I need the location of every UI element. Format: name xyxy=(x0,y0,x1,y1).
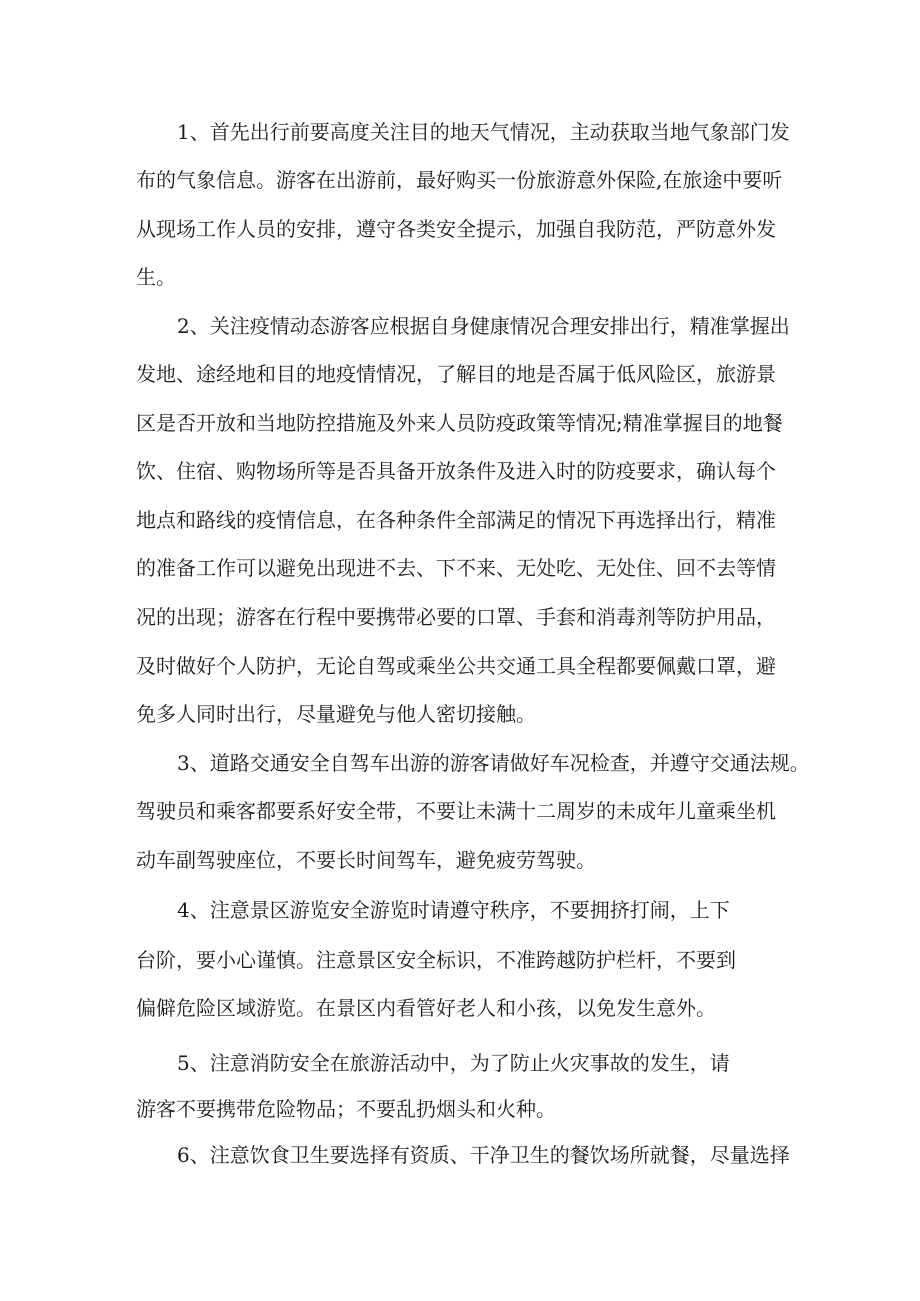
paragraph-6-line-1: 6、注意饮食卫生要选择有资质、干净卫生的餐饮场所就餐，尽量选择 xyxy=(177,1143,790,1167)
paragraph-1-line-4: 生。 xyxy=(136,265,176,289)
paragraph-1-line-2: 布的气象信息。游客在出游前，最好购买一份旅游意外保险,在旅途中要听 xyxy=(136,168,783,192)
paragraph-1-line-3: 从现场工作人员的安排，遵守各类安全提示，加强自我防范，严防意外发 xyxy=(136,217,776,241)
paragraph-4-line-3: 偏僻危险区域游览。在景区内看管好老人和小孩，以免发生意外。 xyxy=(136,996,716,1020)
paragraph-4-line-2: 台阶，要小心谨慎。注意景区安全标识，不准跨越防护栏杆，不要到 xyxy=(136,948,736,972)
paragraph-2-line-5: 地点和路线的疫情信息，在各种条件全部满足的情况下再选择出行，精准 xyxy=(136,508,776,532)
paragraph-3-line-3: 动车副驾驶座位，不要长时间驾车，避免疲劳驾驶。 xyxy=(136,848,596,872)
paragraph-2-line-7: 况的出现；游客在行程中要携带必要的口罩、手套和消毒剂等防护用品， xyxy=(136,605,776,629)
paragraph-2-line-1: 2、关注疫情动态游客应根据自身健康情况合理安排出行，精准掌握出 xyxy=(177,314,790,338)
paragraph-2-line-6: 的准备工作可以避免出现进不去、下不来、无处吃、无处住、回不去等情 xyxy=(136,556,776,580)
paragraph-4-line-1: 4、注意景区游览安全游览时请遵守秩序，不要拥挤打闹，上下 xyxy=(177,898,730,922)
paragraph-3-line-2: 驾驶员和乘客都要系好安全带，不要让未满十二周岁的未成年儿童乘坐机 xyxy=(136,799,776,823)
paragraph-2-line-9: 免多人同时出行，尽量避免与他人密切接触。 xyxy=(136,702,536,726)
paragraph-2-line-4: 饮、住宿、购物场所等是否具备开放条件及进入时的防疫要求，确认每个 xyxy=(136,459,776,483)
paragraph-5-line-2: 游客不要携带危险物品；不要乱扔烟头和火种。 xyxy=(136,1097,556,1121)
paragraph-3-line-1: 3、道路交通安全自驾车出游的游客请做好车况检查，并遵守交通法规。 xyxy=(177,751,810,775)
paragraph-5-line-1: 5、注意消防安全在旅游活动中，为了防止火灾事故的发生，请 xyxy=(177,1051,730,1075)
paragraph-2-line-2: 发地、途经地和目的地疫情情况，了解目的地是否属于低风险区，旅游景 xyxy=(136,362,776,386)
paragraph-1-line-1: 1、首先出行前要高度关注目的地天气情况，主动获取当地气象部门发 xyxy=(177,120,790,144)
paragraph-2-line-3: 区是否开放和当地防控措施及外来人员防疫政策等情况;精准掌握目的地餐 xyxy=(136,411,783,435)
paragraph-2-line-8: 及时做好个人防护，无论自驾或乘坐公共交通工具全程都要佩戴口罩，避 xyxy=(136,654,776,678)
